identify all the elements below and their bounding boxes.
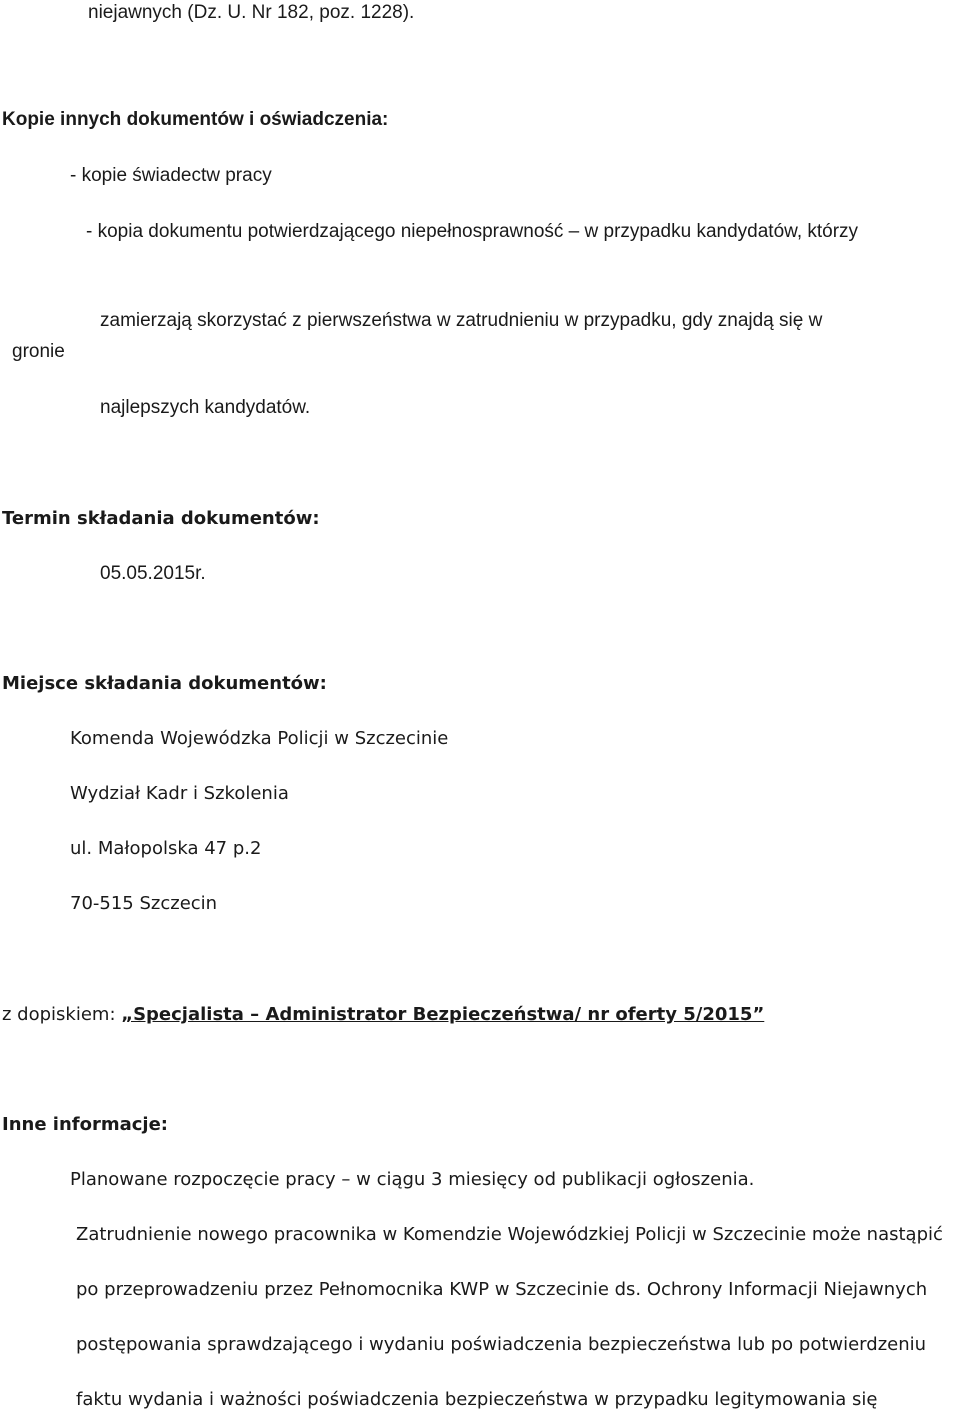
info-line-4: postępowania sprawdzającego i wydaniu poświadczenia bezpieczeństwa lub po potwierdzeniu: [76, 1334, 927, 1355]
deadline-date: 05.05.2015r.: [100, 563, 206, 584]
address-line-4: 70-515 Szczecin: [70, 893, 218, 914]
heading-inne: Inne informacje:: [2, 1114, 169, 1135]
list-item-continuation-end: najlepszych kandydatów.: [100, 397, 311, 418]
info-line-5: faktu wydania i ważności poświadczenia bezpieczeństwa w przypadku legitymowania się: [76, 1389, 878, 1410]
list-item-kopie-swiadectw: - kopie świadectw pracy: [70, 165, 272, 186]
info-line-3: po przeprowadzeniu przez Pełnomocnika KWP w Szczecinie ds. Ochrony Informacji Niejawnych: [76, 1279, 928, 1300]
info-line-2: Zatrudnienie nowego pracownika w Komendzie Wojewódzkiej Policji w Szczecinie może nastąpić: [76, 1224, 943, 1245]
list-item-continuation: zamierzają skorzystać z pierwszeństwa w zatrudnieniu w przypadku, gdy znajdą się w: [100, 310, 823, 331]
dopisek-line: [2, 1003, 764, 1027]
info-line-1: Planowane rozpoczęcie pracy – w ciągu 3 miesięcy od publikacji ogłoszenia.: [70, 1169, 755, 1190]
address-line-2: Wydział Kadr i Szkolenia: [70, 783, 289, 804]
address-line-1: Komenda Wojewódzka Policji w Szczecinie: [70, 728, 449, 749]
heading-termin: Termin składania dokumentów:: [2, 508, 320, 529]
heading-kopie: Kopie innych dokumentów i oświadczenia:: [2, 109, 389, 130]
list-item-gronie: gronie: [12, 341, 65, 362]
text-fragment-top: niejawnych (Dz. U. Nr 182, poz. 1228).: [88, 2, 415, 23]
list-item-kopia-niepelnosprawnosc: - kopia dokumentu potwierdzającego niepełnosprawność – w przypadku kandydatów, którzy: [86, 221, 859, 242]
address-line-3: ul. Małopolska 47 p.2: [70, 838, 262, 859]
heading-miejsce: Miejsce składania dokumentów:: [2, 673, 327, 694]
dopisek-title: „Specjalista – Administrator Bezpieczeństwa/ nr oferty 5/2015”: [121, 1004, 765, 1025]
dopisek-prefix: z dopiskiem:: [2, 1004, 122, 1025]
